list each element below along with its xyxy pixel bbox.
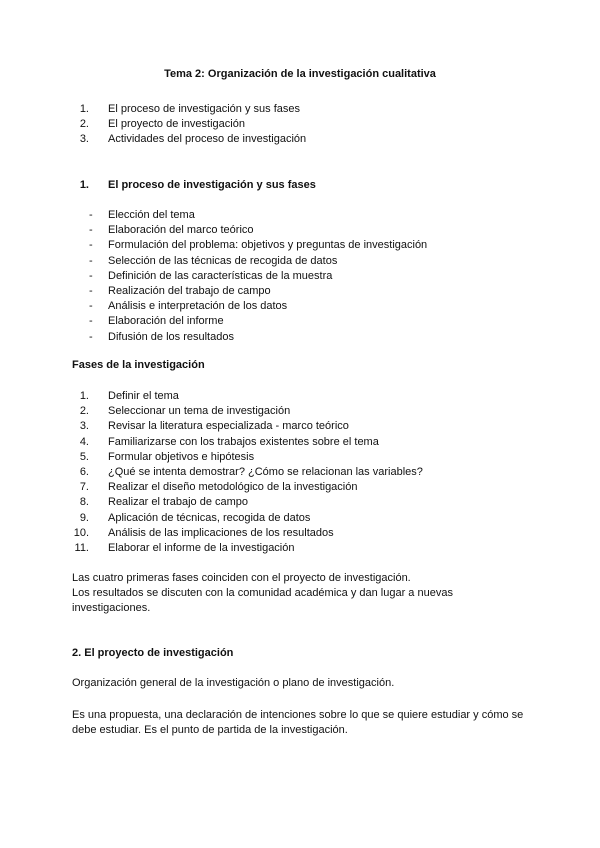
section-1-list xyxy=(0,208,600,345)
section-1-heading: 1. El proceso de investigación y sus fases xyxy=(79,179,316,191)
section-2-paragraph-2: Es una propuesta, una declaración de intenciones sobre lo que se quiere estudiar y cómo se debe estudiar. Es el punto de partida de la investigación. xyxy=(72,709,524,737)
list-item: 8. Realizar el trabajo de campo xyxy=(79,496,249,509)
section-2-heading: 2. El proyecto de investigación xyxy=(72,647,234,659)
list-item: 7. Realizar el diseño metodológico de la investigación xyxy=(79,481,358,494)
list-item: 1. Definir el tema xyxy=(79,390,179,402)
list-item: 10. Análisis de las implicaciones de los resultados xyxy=(73,526,334,539)
list-item: - Definición de las características de la muestra xyxy=(89,269,333,282)
list-item: - Elaboración del informe xyxy=(89,315,224,328)
list-item: 5. Formular objetivos e hipótesis xyxy=(79,450,255,463)
fases-heading: Fases de la investigación xyxy=(72,359,205,371)
list-item: - Difusión de los resultados xyxy=(89,330,234,343)
list-item: 3. Actividades del proceso de investigación xyxy=(79,133,307,146)
section-2-paragraph-1: Organización general de la investigación o plano de investigación. xyxy=(72,677,395,689)
list-item: 11. Elaborar el informe de la investigación xyxy=(74,541,295,554)
list-item: - Análisis e interpretación de los datos xyxy=(89,300,288,313)
toc-list xyxy=(0,102,600,148)
list-item: - Formulación del problema: objetivos y preguntas de investigación xyxy=(89,239,428,252)
list-item: 2. El proyecto de investigación xyxy=(79,118,245,131)
list-item: 6. ¿Qué se intenta demostrar? ¿Cómo se relacionan las variables? xyxy=(79,465,423,478)
list-item: 1. El proceso de investigación y sus fases xyxy=(79,103,300,115)
fases-list xyxy=(0,389,600,556)
fases-note: Las cuatro primeras fases coinciden con el proyecto de investigación. Los resultados se discuten con la comunidad académica y dan lugar a nuevas investigaciones. xyxy=(72,572,453,615)
list-item: - Selección de las técnicas de recogida de datos xyxy=(89,254,338,267)
list-item: 2. Seleccionar un tema de investigación xyxy=(79,405,291,418)
list-item: - Elaboración del marco teórico xyxy=(89,224,254,237)
list-item: 4. Familiarizarse con los trabajos existentes sobre el tema xyxy=(79,435,379,448)
page-title: Tema 2: Organización de la investigación cualitativa xyxy=(164,68,436,80)
list-item: - Realización del trabajo de campo xyxy=(89,284,271,297)
list-item: - Elección del tema xyxy=(89,209,195,221)
list-item: 9. Aplicación de técnicas, recogida de datos xyxy=(79,511,311,524)
list-item: 3. Revisar la literatura especializada - marco teórico xyxy=(79,420,349,433)
